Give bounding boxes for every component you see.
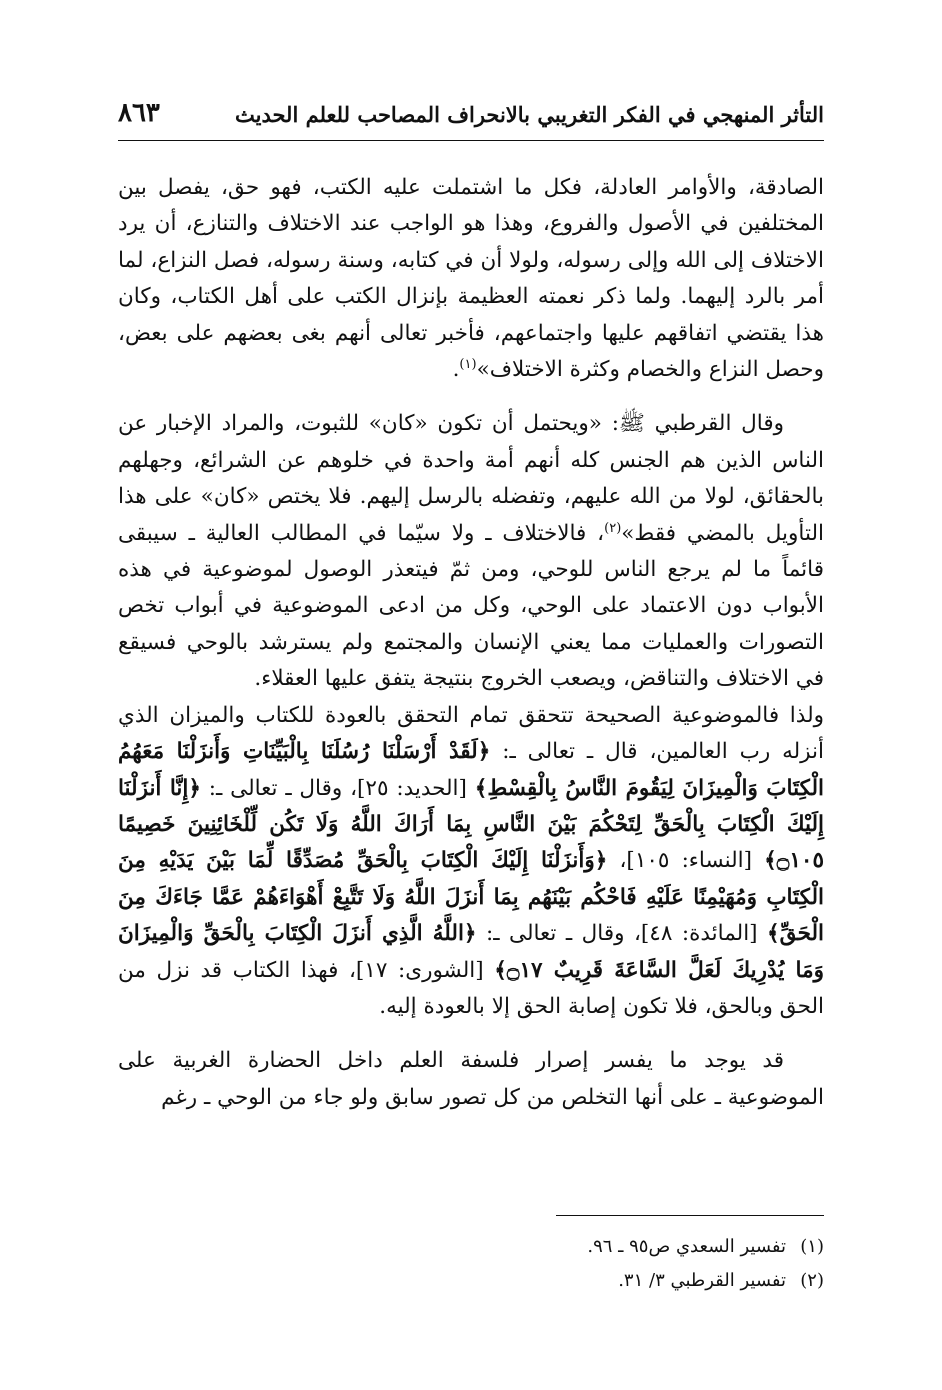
paragraph-4: قد يوجد ما يفسر إصرار فلسفة العلم داخل الحضارة الغربية على الموضوعية ـ على أنها التخلص من كل تصور سابق ولو جاء من الوحي ـ رغم (118, 1048, 824, 1110)
verse-ref-nisa: [النساء: ١٠٥]، (619, 848, 753, 874)
footnote-text: تفسير القرطبي ٣/ ٣١. (618, 1270, 786, 1291)
running-title: التأثر المنهجي في الفكر التغريبي بالانحراف المصاحب للعلم الحديث (235, 102, 824, 127)
footnote-ref-2[interactable]: (٢) (604, 520, 622, 536)
running-header (118, 98, 824, 138)
footnote-number: (١) (800, 1236, 824, 1257)
header-divider (118, 140, 824, 141)
quran-verse-shura: ﴿اللَّهُ الَّذِي أَنزَلَ الْكِتَابَ بِالْحَقِّ وَالْمِيزَانَ وَمَا يُدْرِيكَ لَعَلَّ السَّاعَةَ قَرِيبٌ ۝١٧﴾ (118, 921, 824, 983)
main-text (118, 170, 824, 1116)
paragraph-3 (118, 698, 824, 1026)
paragraph-2-text-b: ، فالاختلاف ـ ولا سيّما في المطالب العالية ـ سيبقى قائماً ما لم يرجع الناس للوحي، ومن ثمّ فيتعذر الوصول لموضوعية في هذه الأبواب دون الاعتماد على الوحي، وكل من ادعى الموضوعية في أبواب تخص التصورات والعمليات مما يعني الإنسان والمجتمع ولم يسترشد بالوحي فسيقع في الاختلاف والتناقض، ويصعب الخروج بنتيجة يتفق عليها العقلاء. (118, 520, 824, 692)
footnote-1 (118, 1230, 824, 1264)
page-number: ٨٦٣ (118, 98, 160, 128)
paragraph-2 (118, 406, 824, 697)
paragraph-3-outro: فهذا الكتاب قد نزل من الحق وبالحق، فلا تكون إصابة الحق إلا بالعودة إليه. (118, 957, 824, 1019)
paragraph-1-end: . (452, 357, 460, 383)
paragraph-1 (118, 170, 824, 388)
footnote-2 (118, 1264, 824, 1298)
footnote-number: (٢) (800, 1270, 824, 1291)
verse-ref-shura: [الشورى: ١٧]، (348, 957, 484, 983)
footnote-divider (556, 1215, 824, 1216)
verse-ref-maida: [المائدة: ٤٨]، وقال ـ تعالى ـ: (486, 921, 758, 947)
footnote-text: تفسير السعدي ص٩٥ ـ ٩٦. (587, 1236, 786, 1257)
quran-verse-hadid: ﴿لَقَدْ أَرْسَلْنَا رُسُلَنَا بِالْبَيِّنَاتِ وَأَنزَلْنَا مَعَهُمُ الْكِتَابَ وَالْمِيزَانَ لِيَقُومَ النَّاسُ بِالْقِسْطِ﴾ (118, 739, 824, 801)
quran-verse-nisa: ﴿إِنَّا أَنزَلْنَا إِلَيْكَ الْكِتَابَ بِالْحَقِّ لِتَحْكُمَ بَيْنَ النَّاسِ بِمَا أَرَاكَ اللَّهُ وَلَا تَكُن لِّلْخَائِنِينَ خَصِيمًا ۝١٠٥﴾ (118, 775, 825, 874)
footnotes (118, 1230, 824, 1298)
verse-ref-hadid: [الحديد: ٢٥]، وقال ـ تعالى ـ: (208, 775, 467, 801)
paragraph-1-text: الصادقة، والأوامر العادلة، فكل ما اشتملت عليه الكتب، فهو حق، يفصل بين المختلفين في الأصول والفروع، وهذا هو الواجب عند الاختلاف والتنازع، أن يرد الاختلاف إلى الله وإلى رسوله، ولولا أن في كتابه، وسنة رسوله، فصل النزاع، لما أمر بالرد إليهما. ولما ذكر نعمته العظيمة بإنزال الكتب على أهل الكتاب، وكان هذا يقتضي اتفاقهم عليها واجتماعهم، فأخبر تعالى أنهم بغى بعضهم على بعض، وحصل النزاع والخصام وكثرة الاختلاف» (118, 175, 824, 383)
paragraph-2-text-a: وقال القرطبي ﷺ: «ويحتمل أن تكون «كان» للثبوت، والمراد الإخبار عن الناس الذين هم الجنس كله أنهم أمة واحدة في خلوهم عن الشرائع، وجهلهم بالحقائق، لولا من الله عليهم، وتفضله بالرسل إليهم. فلا يختص «كان» على هذا التأويل بالمضي فقط» (118, 411, 824, 546)
paragraph-3-intro: ولذا فالموضوعية الصحيحة تتحقق تمام التحقق بالعودة للكتاب والميزان الذي أنزله رب العالمين، قال ـ تعالى ـ: (118, 702, 825, 765)
quran-verse-maida: ﴿وَأَنزَلْنَا إِلَيْكَ الْكِتَابَ بِالْحَقِّ مُصَدِّقًا لِّمَا بَيْنَ يَدَيْهِ مِنَ الْكِتَابِ وَمُهَيْمِنًا عَلَيْهِ فَاحْكُم بَيْنَهُم بِمَا أَنزَلَ اللَّهُ وَلَا تَتَّبِعْ أَهْوَاءَهُمْ عَمَّا جَاءَكَ مِنَ الْحَقِّ﴾ (118, 848, 824, 947)
footnote-ref-1[interactable]: (١) (459, 356, 477, 372)
